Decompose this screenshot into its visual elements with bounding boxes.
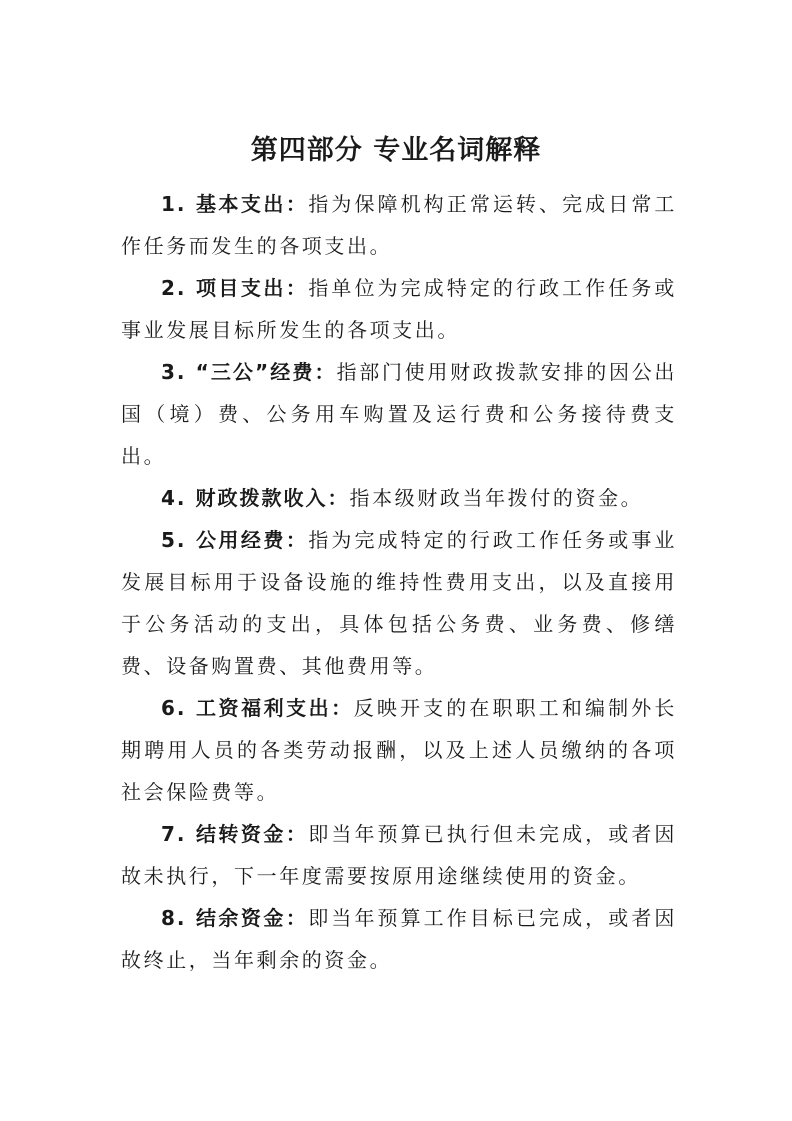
term-label: 4. 财政拨款收入： (161, 486, 350, 510)
term-item-6 (121, 687, 677, 813)
term-item-3 (121, 351, 677, 477)
term-definition: 即当年预算工作目标已完成，或者因故终止，当年剩余的资金。 (121, 906, 677, 972)
term-label: 7. 结转资金： (161, 822, 309, 846)
term-label: 5. 公用经费： (161, 528, 309, 552)
term-item-2 (121, 267, 677, 351)
term-definition: 指本级财政当年拨付的资金。 (349, 486, 644, 510)
term-item-8 (121, 897, 677, 981)
term-definition: 即当年预算已执行但未完成，或者因故未执行，下一年度需要按原用途继续使用的资金。 (121, 822, 677, 888)
term-definition: 指为完成特定的行政工作任务或事业发展目标用于设备设施的维持性费用支出，以及直接用于公务活动的支出，具体包括公务费、业务费、修缮费、设备购置费、其他费用等。 (121, 528, 677, 678)
term-definition: 指单位为完成特定的行政工作任务或事业发展目标所发生的各项支出。 (121, 276, 677, 342)
term-definition: 反映开支的在职职工和编制外长期聘用人员的各类劳动报酬，以及上述人员缴纳的各项社会保险费等。 (121, 696, 677, 804)
term-item-1 (121, 183, 677, 267)
term-label: 1. 基本支出： (161, 192, 309, 216)
term-label: 6. 工资福利支出： (161, 696, 354, 720)
term-label: 8. 结余资金： (161, 906, 309, 930)
term-definition: 指为保障机构正常运转、完成日常工作任务而发生的各项支出。 (121, 192, 677, 258)
term-item-5 (121, 519, 677, 687)
term-label: 2. 项目支出： (161, 276, 309, 300)
term-definition: 指部门使用财政拨款安排的因公出国（境）费、公务用车购置及运行费和公务接待费支出。 (121, 360, 677, 468)
term-list (121, 183, 677, 981)
term-label: 3. “三公”经费： (161, 360, 337, 384)
term-item-4 (121, 477, 677, 519)
term-item-7 (121, 813, 677, 897)
page-title: 第四部分 专业名词解释 (250, 135, 542, 166)
